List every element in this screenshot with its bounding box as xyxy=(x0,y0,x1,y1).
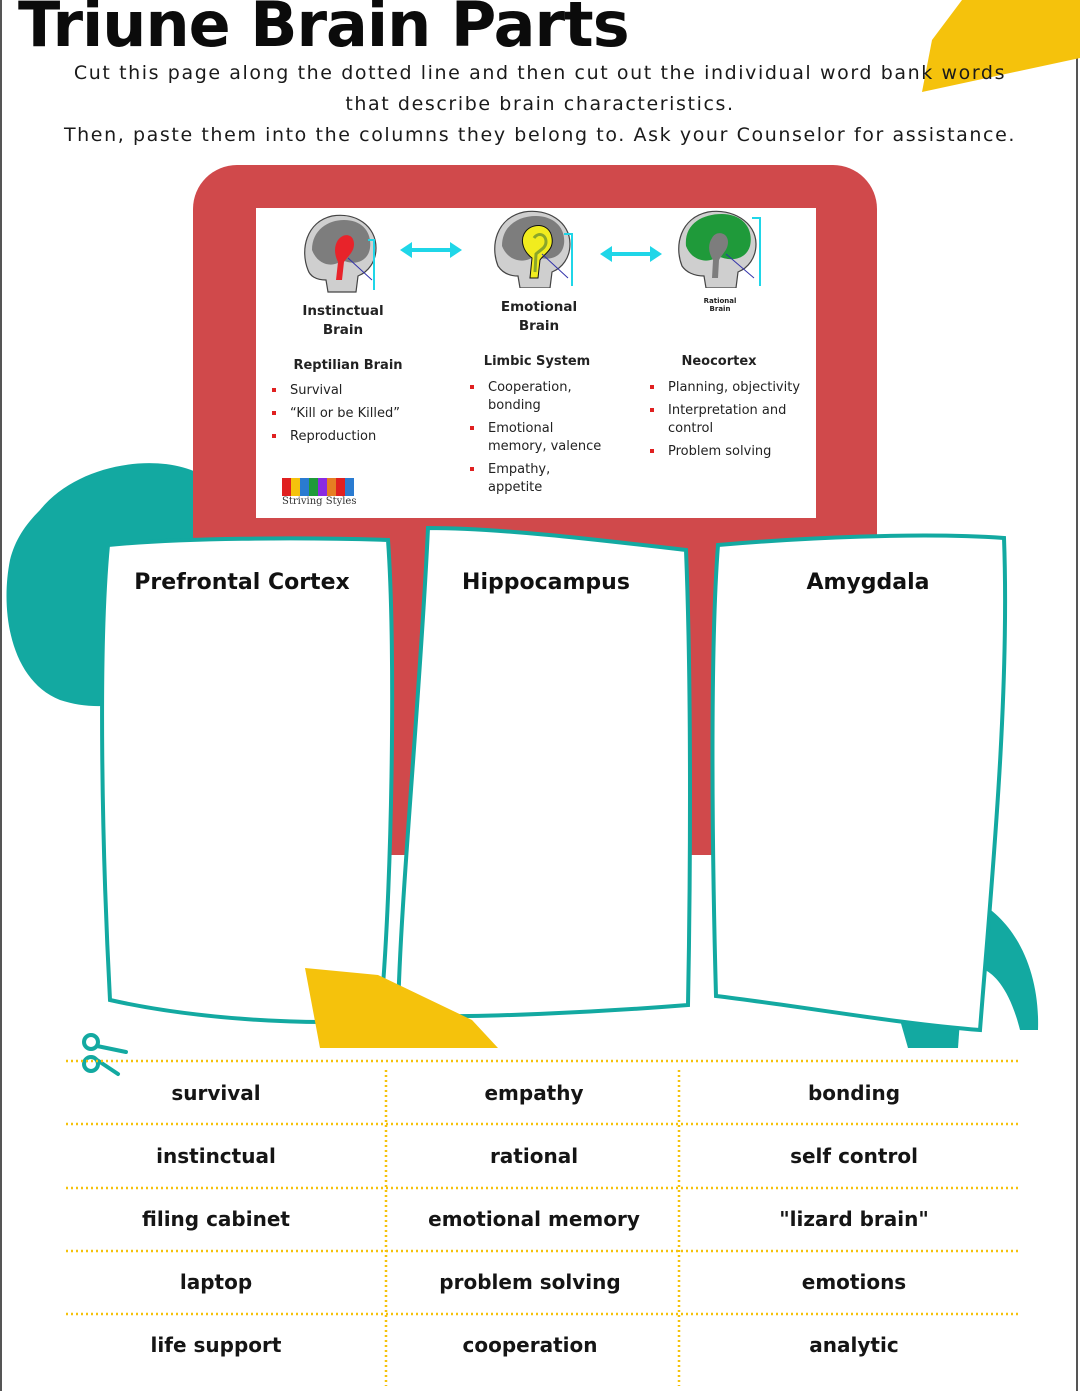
card-title-amygdala: Amygdala xyxy=(806,570,930,595)
brain-label-line: Brain xyxy=(709,305,731,313)
page-title: Triune Brain Parts xyxy=(18,0,629,61)
slide-column-heading: Limbic System xyxy=(483,354,591,369)
brain-label-line: Emotional xyxy=(500,299,578,315)
instruction-line: Cut this page along the dotted line and then cut out the individual word bank words xyxy=(73,62,1007,84)
word-bank-item[interactable]: empathy xyxy=(484,1081,584,1105)
instruction-line: that describe brain characteristics. xyxy=(345,93,735,115)
brain-label-line: Brain xyxy=(518,318,560,334)
brain-label-line: Instinctual xyxy=(302,303,384,319)
word-bank-item[interactable]: filing cabinet xyxy=(142,1207,290,1231)
word-bank-item[interactable]: cooperation xyxy=(462,1333,598,1357)
slide-column-heading: Neocortex xyxy=(681,354,757,369)
slide-bullet-item: Emotional memory, valence xyxy=(468,420,608,456)
word-bank-item[interactable]: analytic xyxy=(809,1333,899,1357)
instruction-line: Then, paste them into the columns they belong to. Ask your Counselor for assistance. xyxy=(63,124,1017,146)
word-bank-item[interactable]: "lizard brain" xyxy=(779,1207,929,1231)
brain-label-line: Rational xyxy=(703,297,737,305)
word-bank-item[interactable]: bonding xyxy=(807,1081,901,1105)
slide-bullet-item: Survival xyxy=(270,382,440,400)
word-bank-item[interactable]: survival xyxy=(171,1081,261,1105)
logo-text: Striving Styles xyxy=(282,496,357,507)
slide-bullet-item: Reproduction xyxy=(270,428,440,446)
brain-label-line: Brain xyxy=(322,322,364,338)
slide-bullet-item: Planning, objectivity xyxy=(648,379,808,397)
slide-bullet-item: Interpretation and control xyxy=(648,402,808,438)
slide-column-heading: Reptilian Brain xyxy=(293,358,403,373)
slide-bullet-item: “Kill or be Killed” xyxy=(270,405,440,423)
word-bank-item[interactable]: self control xyxy=(790,1144,918,1168)
word-bank-item[interactable]: emotions xyxy=(801,1270,907,1294)
word-bank-item[interactable]: life support xyxy=(150,1333,282,1357)
card-title-hippocampus: Hippocampus xyxy=(462,570,630,595)
slide-bullet-item: Cooperation, bonding xyxy=(468,379,608,415)
card-title-prefrontal-cortex: Prefrontal Cortex xyxy=(134,570,350,595)
word-bank-item[interactable]: laptop xyxy=(179,1270,253,1294)
word-bank-item[interactable]: emotional memory xyxy=(428,1207,640,1231)
slide-bullet-item: Problem solving xyxy=(648,443,808,461)
word-bank-item[interactable]: rational xyxy=(489,1144,579,1168)
word-bank-item[interactable]: instinctual xyxy=(156,1144,276,1168)
word-bank-item[interactable]: problem solving xyxy=(439,1270,621,1294)
slide-bullet-item: Empathy, appetite xyxy=(468,461,608,497)
